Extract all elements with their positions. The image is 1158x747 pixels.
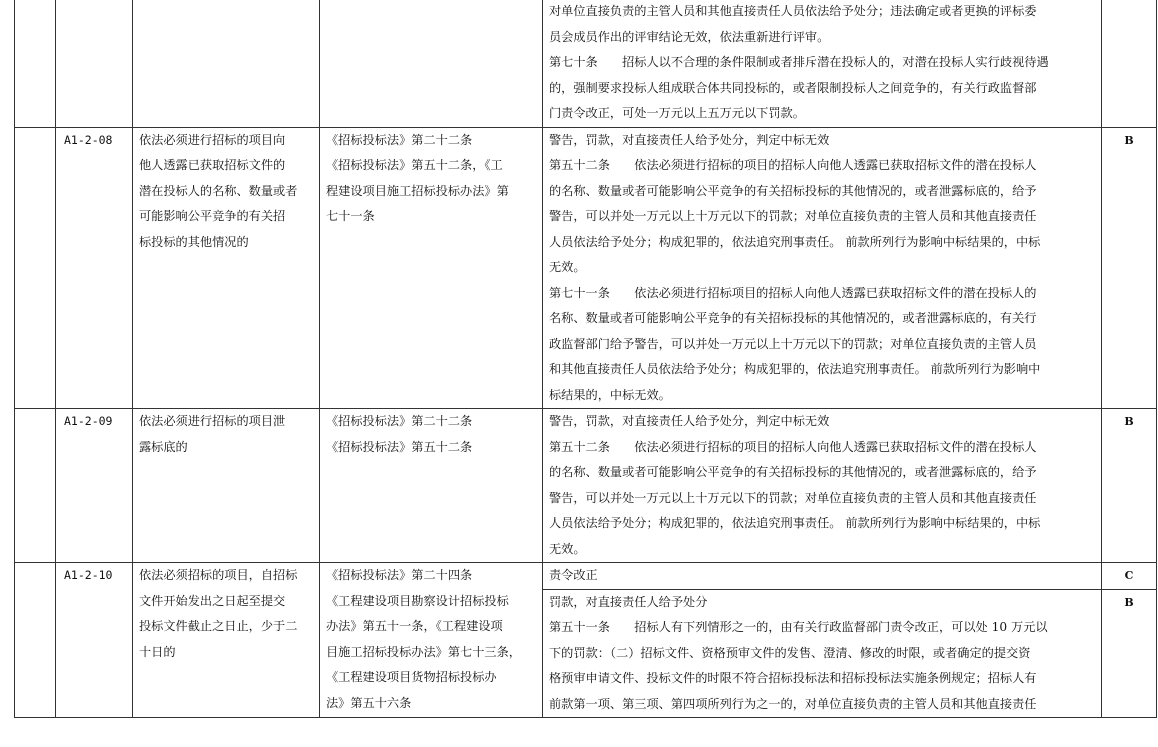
article-paragraph (549, 435, 1095, 563)
index-cell (15, 0, 56, 127)
article-text-line: 的名称、数量或者可能影响公平竞争的有关招标投标的其他情况的，或者泄露标底的，给予 (549, 183, 1037, 198)
penalty-summary: 警告，罚款，对直接责任人给予处分，判定中标无效 (549, 132, 830, 147)
legal-basis-line: 程建设项目施工招标投标办法》第 (326, 183, 509, 198)
article-text-line: 对单位直接负责的主管人员和其他直接责任人员依法给予处分；违法确定或者更换的评标委 (549, 4, 1037, 18)
behavior-line: 文件开始发出之日起至提交 (139, 593, 286, 608)
legal-basis-line: 七十一条 (326, 209, 375, 223)
penalty-cell (543, 0, 1102, 127)
article-text-line: 无效。 (549, 260, 586, 274)
code-cell: A1-2-10 (56, 563, 133, 718)
behavior-line: 他人透露已获取招标文件的 (139, 158, 286, 172)
behavior-line: 投标文件截止之日止，少于二 (139, 619, 298, 633)
legal-basis-line: 《招标投标法》第二十二条 (326, 414, 473, 428)
penalty-cell (543, 563, 1102, 590)
penalty-summary: 责令改正 (549, 568, 598, 582)
behavior-line: 可能影响公平竞争的有关招 (139, 209, 286, 223)
behavior-cell (133, 127, 320, 409)
grade-cell: C (1102, 563, 1157, 590)
article-text-line: 第五十一条 招标人有下列情形之一的，由有关行政监督部门责令改正，可以处 10 万元以 (549, 620, 1048, 634)
article-text-line: 和其他直接责任人员依法给予处分；构成犯罪的，依法追究刑事责任。 前款所列行为影响中 (549, 362, 1041, 376)
article-paragraph (549, 615, 1095, 717)
penalty-cell (543, 409, 1102, 563)
table-row (15, 563, 1157, 590)
behavior-line: 标投标的其他情况的 (139, 234, 249, 249)
penalty-summary: 罚款，对直接责任人给予处分 (549, 594, 708, 609)
article-text-line: 无效。 (549, 541, 586, 556)
behavior-cell (133, 563, 320, 718)
article-paragraph (549, 153, 1095, 281)
legal-basis-line: 《招标投标法》第二十四条 (326, 568, 473, 582)
article-text-line: 格预审申请文件、投标文件的时限不符合招标投标法和招标投标法实施条例规定；招标人有 (549, 671, 1037, 685)
penalty-cell (543, 589, 1102, 718)
article-text-line: 标结果的，中标无效。 (549, 387, 671, 402)
article-text-line: 人员依法给予处分；构成犯罪的，依法追究刑事责任。 前款所列行为影响中标结果的，中标 (549, 234, 1041, 249)
article-text-line: 警告，可以并处一万元以上十万元以下的罚款；对单位直接负责的主管人员和其他直接责任 (549, 209, 1037, 223)
article-text-line: 的，强制要求投标人组成联合体共同投标的，或者限制投标人之间竞争的，有关行政监督部 (549, 80, 1037, 95)
behavior-cell (133, 0, 320, 127)
penalty-summary: 警告，罚款，对直接责任人给予处分，判定中标无效 (549, 414, 830, 428)
article-text-line: 第七十条 招标人以不合理的条件限制或者排斥潜在投标人的，对潜在投标人实行歧视待遇 (549, 55, 1049, 69)
grade-cell: B (1102, 409, 1157, 563)
article-text-line: 第五十二条 依法必须进行招标的项目的招标人向他人透露已获取招标文件的潜在投标人 (549, 158, 1037, 172)
code-cell: A1-2-09 (56, 409, 133, 563)
penalty-cell (543, 127, 1102, 409)
behavior-line: 依法必须招标的项目，自招标 (139, 568, 298, 582)
behavior-line: 依法必须进行招标的项目泄 (139, 414, 286, 428)
legal-basis-line: 《工程建设项目勘察设计招标投标 (326, 593, 509, 608)
index-cell (15, 127, 56, 409)
legal-basis-line: 《工程建设项目货物招标投标办 (326, 670, 497, 684)
table-row (15, 127, 1157, 409)
table-row (15, 0, 1157, 127)
legal-basis-cell (320, 409, 543, 563)
table-row (15, 409, 1157, 563)
index-cell (15, 409, 56, 563)
legal-basis-line: 《招标投标法》第二十二条 (326, 132, 473, 147)
article-text-line: 员会成员作出的评审结论无效，依法重新进行评审。 (549, 29, 830, 44)
article-text-line: 第七十一条 依法必须进行招标项目的招标人向他人透露已获取招标文件的潜在投标人的 (549, 285, 1037, 300)
behavior-line: 依法必须进行招标的项目向 (139, 132, 286, 147)
article-text-line: 下的罚款：（二）招标文件、资格预审文件的发售、澄清、修改的时限，或者确定的提交资 (549, 645, 1031, 660)
code-cell: A1-2-08 (56, 127, 133, 409)
article-paragraph (549, 50, 1095, 127)
legal-basis-line: 《招标投标法》第五十二条 (326, 439, 473, 454)
legal-basis-line: 《招标投标法》第五十二条，《工 (326, 158, 503, 172)
legal-basis-line: 目施工招标投标办法》第七十三条， (326, 644, 521, 659)
article-text-line: 第五十二条 依法必须进行招标的项目的招标人向他人透露已获取招标文件的潜在投标人 (549, 439, 1037, 454)
article-text-line: 人员依法给予处分；构成犯罪的，依法追究刑事责任。 前款所列行为影响中标结果的，中标 (549, 516, 1041, 530)
article-text-line: 政监督部门给予警告，可以并处一万元以上十万元以下的罚款；对单位直接负责的主管人员 (549, 336, 1037, 351)
article-paragraph (549, 0, 1095, 50)
penalty-table (14, 0, 1157, 718)
legal-basis-cell (320, 0, 543, 127)
behavior-line: 潜在投标人的名称、数量或者 (139, 183, 298, 198)
behavior-cell (133, 409, 320, 563)
legal-basis-line: 办法》第五十一条，《工程建设项 (326, 619, 503, 633)
code-cell (56, 0, 133, 127)
index-cell (15, 563, 56, 718)
behavior-line: 十日的 (139, 644, 176, 659)
legal-basis-line: 法》第五十六条 (326, 695, 412, 710)
article-text-line: 门责令改正，可处一万元以上五万元以下罚款。 (549, 106, 805, 120)
article-text-line: 名称、数量或者可能影响公平竞争的有关招标投标的其他情况的，或者泄露标底的，有关行 (549, 311, 1037, 325)
legal-basis-cell (320, 127, 543, 409)
grade-cell: B (1102, 127, 1157, 409)
article-paragraph (549, 281, 1095, 409)
grade-cell: B (1102, 589, 1157, 718)
behavior-line: 露标底的 (139, 439, 188, 454)
article-text-line: 前款第一项、第三项、第四项所列行为之一的，对单位直接负责的主管人员和其他直接责任 (549, 696, 1037, 711)
article-text-line: 警告，可以并处一万元以上十万元以下的罚款；对单位直接负责的主管人员和其他直接责任 (549, 490, 1037, 505)
grade-cell (1102, 0, 1157, 127)
article-text-line: 的名称、数量或者可能影响公平竞争的有关招标投标的其他情况的，或者泄露标底的，给予 (549, 465, 1037, 479)
legal-basis-cell (320, 563, 543, 718)
